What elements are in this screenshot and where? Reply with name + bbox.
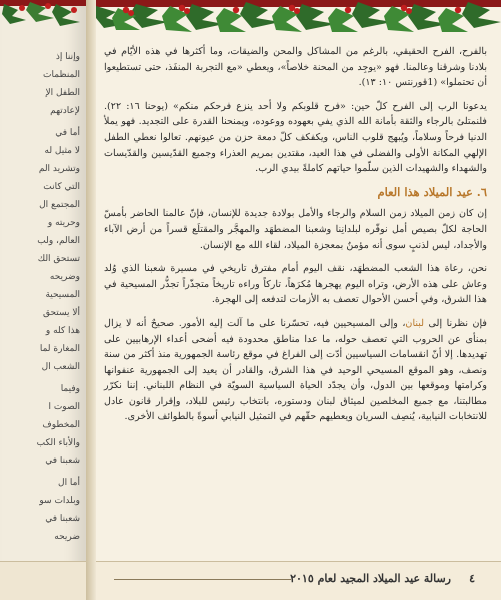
page-footer bbox=[96, 561, 501, 600]
left-page-line: العالم، ولب bbox=[37, 236, 80, 246]
left-page-line: هذا كله و bbox=[45, 326, 80, 336]
page-gutter bbox=[86, 0, 96, 600]
page-number: ٤ bbox=[469, 572, 475, 585]
left-page-line: أما في bbox=[55, 128, 80, 138]
left-page-line: المغارة لما bbox=[39, 344, 80, 354]
left-page-line: أما ال bbox=[58, 478, 80, 488]
left-page-line: المخطوف bbox=[42, 420, 80, 430]
left-page-line: شعبنا في bbox=[45, 456, 80, 466]
left-page-line: تستحق الك bbox=[37, 254, 80, 264]
section-heading: ٦. عيد الميلاد هذا العام bbox=[377, 184, 487, 199]
paragraph-4: نحن، رعاة هذا الشعب المضطهَد، نقف اليوم أمام مفترق تاريخي في مسيرة شعبنا الذي وُلد وعاش على هذه الأرض، وتراه اليوم يهجرها مُكرَهاً، تاركاً وراءه تاريخاً متجذّراً تجذُّر المسيحية في هذا الشرق، وفي أحسن الأحوال تعصف به الأزمات لتدفعه إلى الهجرة. bbox=[104, 263, 487, 306]
left-page-footer bbox=[0, 561, 86, 600]
holly-garland-art bbox=[96, 0, 501, 40]
footer-title: رسالة عيد الميلاد المجيد لعام ٢٠١٥ bbox=[290, 572, 451, 585]
left-page-line: وضريحه bbox=[49, 272, 80, 282]
paragraph-5 bbox=[104, 316, 487, 425]
holly-garland bbox=[96, 0, 501, 40]
left-page-line: وإننا إذ bbox=[55, 52, 80, 62]
left-page-line: المجتمع ال bbox=[39, 200, 80, 210]
main-page bbox=[96, 0, 501, 600]
left-page-line: وبلدات سو bbox=[39, 496, 80, 506]
left-page-line: الطفل الإ bbox=[45, 88, 80, 98]
paragraph-2: يدعونا الرب إلى الفرح كلّ حين: «فرح قلوبكم ولا أحد ينزع فرحكم منكم» (يوحنا ١٦: ٢٢). فلنمتلئ بالرجاء والثقة بأمانة الله الذي يفي بعهوده ووعوده، ويمنحنا القدرة على التجديد. فهو يملأ الدنيا فرحاً وسلاماً، ويُبهج قلوب الناس، ويكفكف كلّ دمعة حزن من عيونهم. تعالوا نعطي الطفل الإلهي المكانة الأولى والفضلى في هذا العيد، مقتدين بمريم العذراء وجميع القدّيسين والقدّيسات والشهداء والشهيدات الذين سلّموا حياتهم كاملةً بيدي الرب. bbox=[104, 100, 487, 175]
left-page-line: لا مثيل له bbox=[44, 146, 80, 156]
paragraph-1: بالفرح، الفرح الحقيقي، بالرغم من المشاكل والمحن والضيقات، وما أكثرها في هذه الأيّام في بلادنا وشرقنا وعالمنا. فهو «يوجِد من المحنة خلاصاً»، ويعطي «مع التجربة المنفَذ، حتى تستطيعوا أن تحتملوا» (1قورنتس ١٠: ١٣). bbox=[104, 46, 487, 89]
paragraph-3: إن كان زمن الميلاد زمن السلام والرجاء والأمل بولادة جديدة للإنسان، فإنّ عالمنا الحاضر بأمسّ الحاجة لكلّ بصيص أمل نوفّره لبلدانِنا وشعبنا المضطهَد والمهجَّر والمقتلَع قسراً من أرض الآباء والأجداد، ليس لذنبٍ سوى أنه مؤمنٌ بمعجزة الميلاد، لقاء الله مع الإنسان. bbox=[104, 208, 487, 251]
left-page-line: المسيحية bbox=[45, 290, 80, 300]
paragraph-5-lead: فإن نظرنا إلى bbox=[424, 317, 487, 329]
left-page-line: ضريحه bbox=[54, 532, 80, 542]
left-page-line: وفيما bbox=[60, 384, 80, 394]
left-page-line: التي كانت bbox=[43, 182, 80, 192]
left-page bbox=[0, 0, 87, 600]
left-page-line: المنظمات bbox=[43, 70, 80, 80]
left-page-line: ألا يستحق bbox=[42, 308, 80, 318]
left-page-line: لإعادتهم bbox=[50, 106, 80, 116]
left-page-line: وحريته و bbox=[47, 218, 80, 228]
footer-rule bbox=[114, 579, 291, 580]
left-page-line: وتشريد الم bbox=[38, 164, 80, 174]
holly-garland-left bbox=[0, 0, 86, 40]
article-body bbox=[104, 44, 487, 433]
paragraph-5-rest: ، وإلى المسيحيين فيه، تحسّرنا على ما آلت إليه الأمور. صحيحٌ أنه لا يزال بمنأى عن الحروب التي تعصف حوله، ما عدا مناطق محدودة فيه أضحى أعداء الإرهابيين على تهديدها. إلا أنّ انقسامات السياسيين أدّت إلى الفراغ في موقع رئاسة الجمهورية منذ أكثر من سنة ونصف، وهو الموقع المسيحي الوحيد في هذا الشرق، والقادر أن يعيد إلى الجمهورية عنفوانها وكرامتها وموقعها بين الدول، وأن يجدّد الحياة السياسية السويّة في النظام اللبناني. إننا نكرّر مطالبتنا، مع جميع المخلصين لميثاق لبنان ودستوره، بانتخاب رئيس للبلاد، وإقرار قانون عادل للانتخابات النيابية، يُنصِف السريان ويعطيهم حقّهم في التمثيل النيابي أسوةً بالطوائف الأخرى. bbox=[104, 317, 487, 423]
left-page-line: الصوت ا bbox=[48, 402, 80, 412]
left-page-line: شعبنا في bbox=[45, 514, 80, 524]
left-page-line: والأباء الكب bbox=[36, 438, 80, 448]
left-page-line: الشعب ال bbox=[41, 362, 80, 372]
lebanon-highlight: لبنان bbox=[405, 317, 425, 329]
